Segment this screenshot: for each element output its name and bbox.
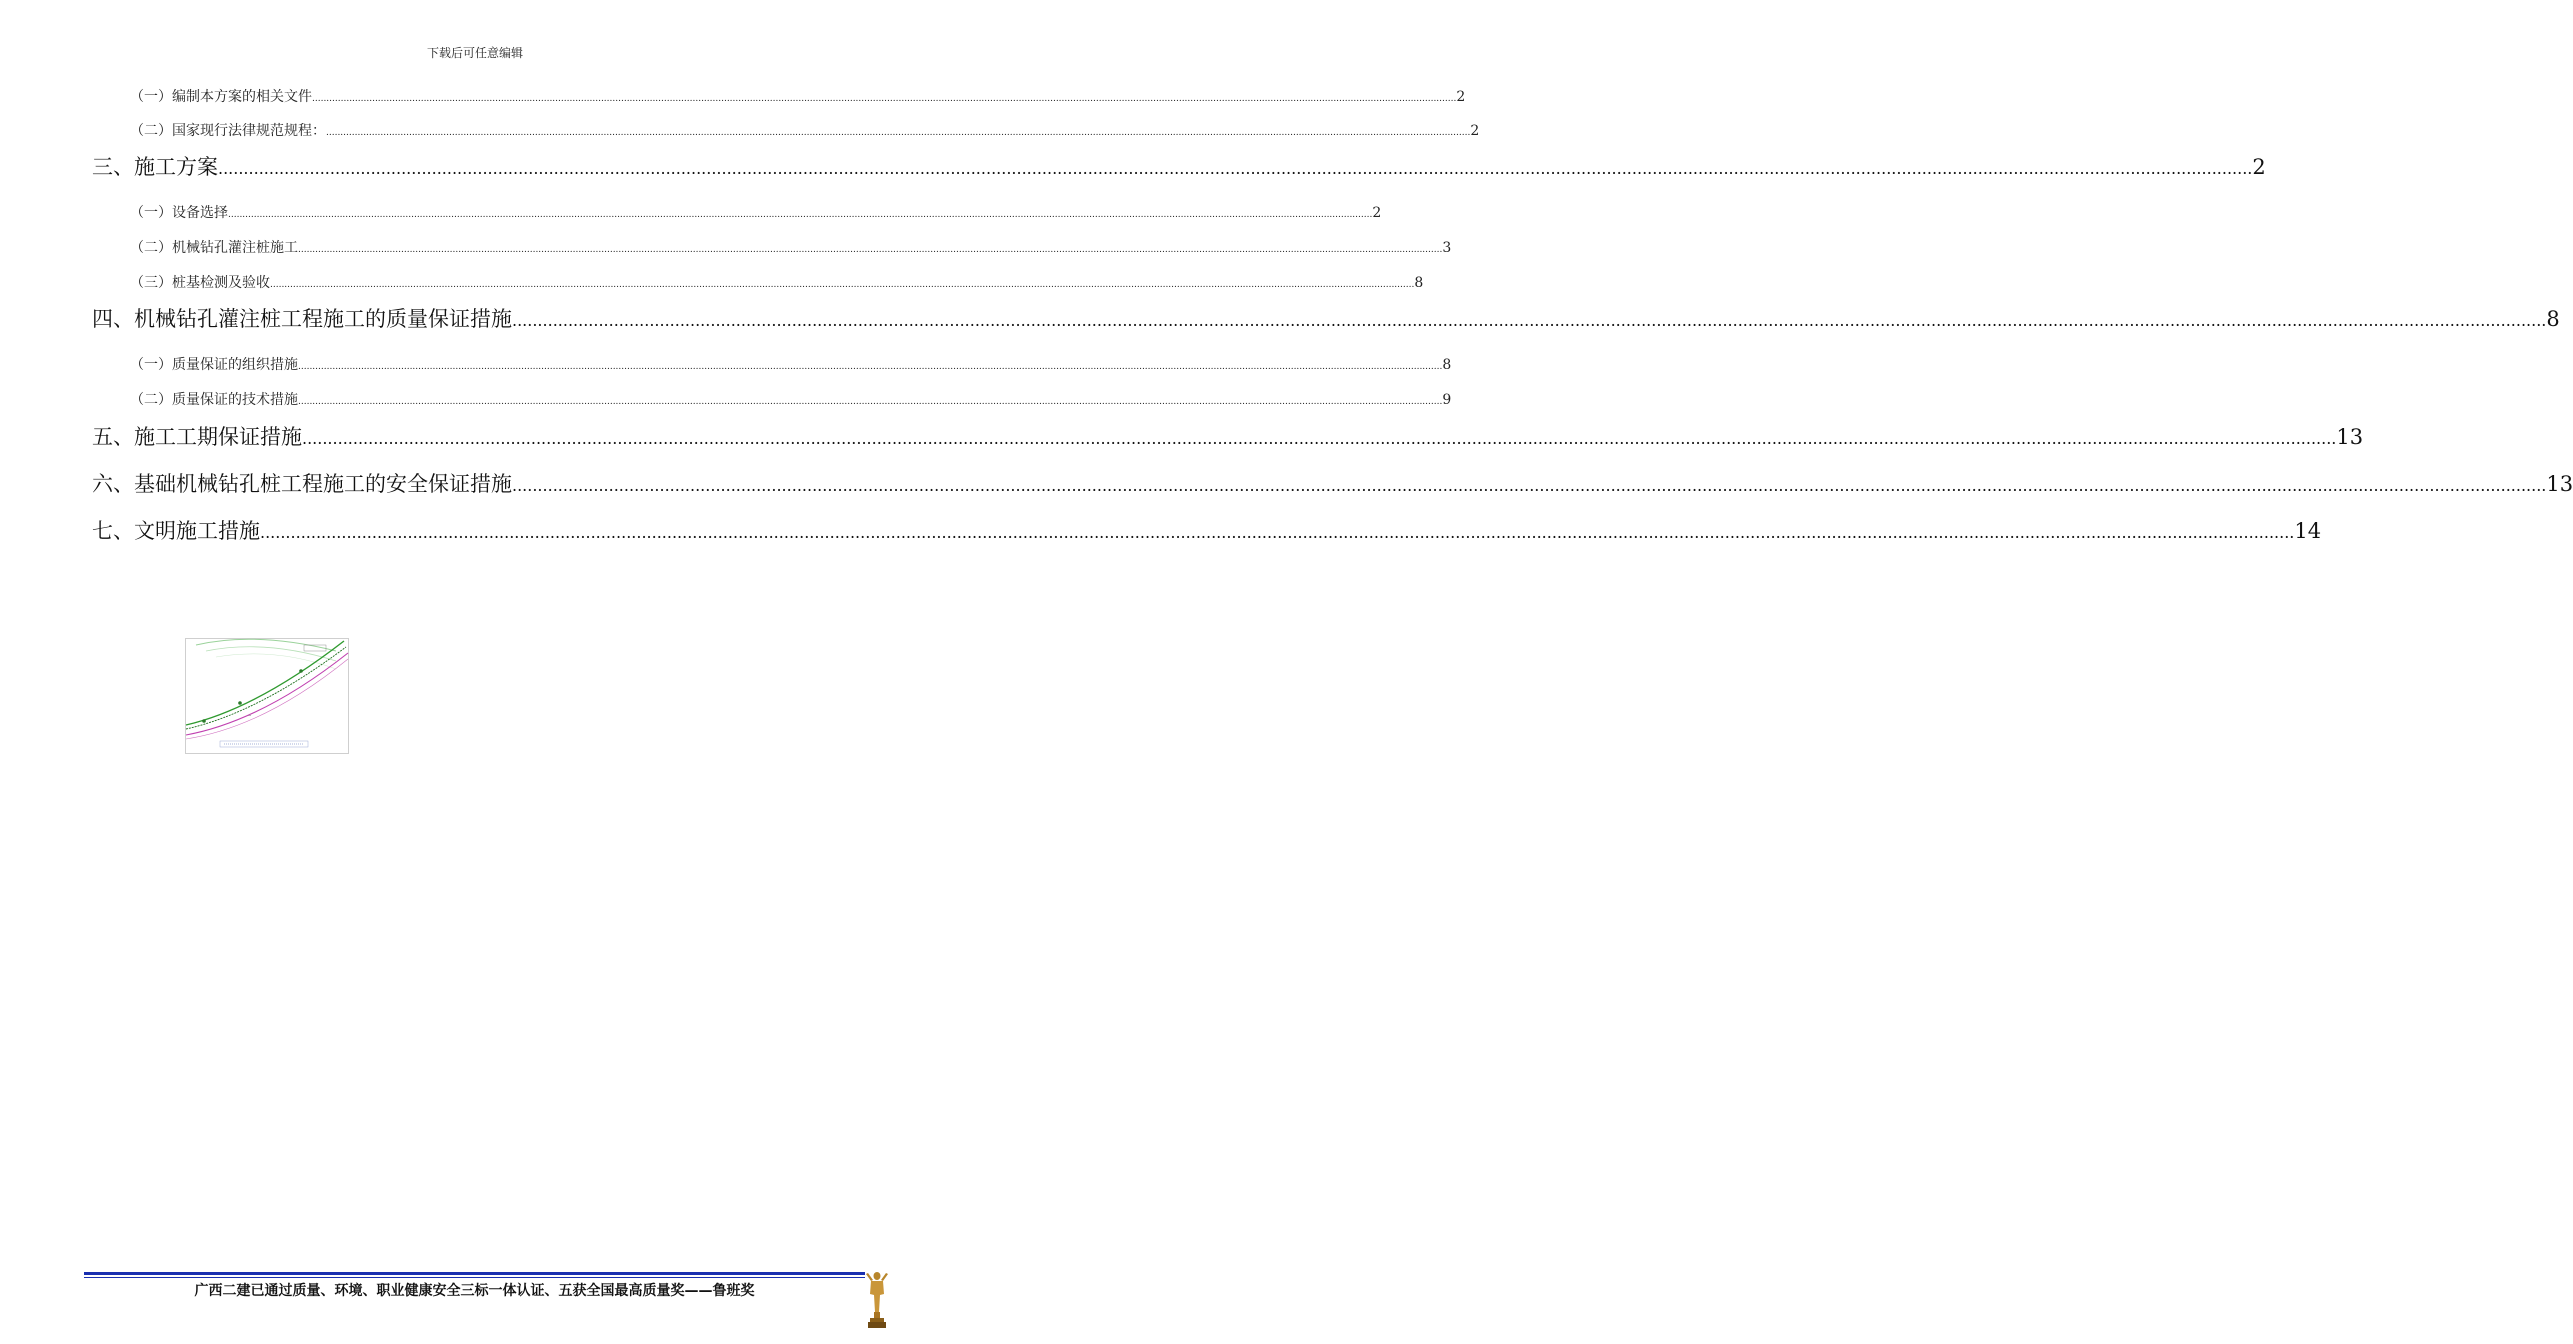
toc-entry-page: 2	[2252, 155, 2266, 179]
toc-leader-dots: ................................................................................................................................................................................................................................................................................................................................................................................................................	[512, 311, 2547, 330]
toc-entry[interactable]	[92, 421, 2364, 451]
toc-leader-dots: ................................................................................................................................................................................................................................................................................................................................................................................................................	[228, 210, 1373, 220]
toc-leader-dots: ................................................................................................................................................................................................................................................................................................................................................................................................................	[298, 397, 1443, 407]
toc-entry-label: （一）质量保证的组织措施	[130, 357, 298, 373]
toc-leader-dots: ................................................................................................................................................................................................................................................................................................................................................................................................................	[512, 476, 2547, 495]
toc-entry-label: （三）桩基检测及验收	[130, 275, 270, 291]
toc-entry-label: （二）质量保证的技术措施	[130, 392, 298, 408]
toc-entry-page: 2	[1372, 205, 1382, 221]
toc-entry-page: 14	[2294, 519, 2322, 543]
site-plan-thumbnail	[185, 638, 349, 754]
toc-entry-page: 9	[1442, 392, 1452, 408]
toc-entry-label: 六、基础机械钻孔桩工程施工的安全保证措施	[92, 472, 512, 496]
toc-entry-label: 五、施工工期保证措施	[92, 425, 302, 449]
toc-leader-dots: ................................................................................................................................................................................................................................................................................................................................................................................................................	[270, 280, 1415, 290]
toc-entry-page: 2	[1470, 123, 1480, 139]
toc-entry[interactable]	[92, 303, 2560, 333]
toc-entry-page: 13	[2336, 425, 2364, 449]
site-plan-drawing-icon	[186, 639, 348, 753]
toc-leader-dots: ................................................................................................................................................................................................................................................................................................................................................................................................................	[298, 362, 1443, 372]
toc-entry[interactable]	[130, 389, 1452, 409]
trophy-statue-icon	[862, 1268, 892, 1330]
toc-entry[interactable]	[92, 151, 2266, 181]
svg-text:~: ~	[248, 713, 252, 718]
footer-rule-thin	[84, 1277, 865, 1278]
toc-entry[interactable]	[130, 354, 1452, 374]
toc-entry[interactable]	[130, 237, 1452, 257]
toc-entry-page: 8	[1442, 357, 1452, 373]
toc-entry[interactable]	[92, 468, 2573, 498]
toc-entry-page: 3	[1442, 240, 1452, 256]
toc-entry-label: （一）编制本方案的相关文件	[130, 89, 312, 105]
toc-entry[interactable]	[130, 86, 1466, 106]
header-note: 下载后可任意编辑	[426, 46, 523, 60]
toc-entry-label: （一）设备选择	[130, 205, 228, 221]
toc-entry[interactable]	[92, 515, 2322, 545]
toc-entry-label: 七、文明施工措施	[92, 519, 260, 543]
toc-entry-page: 8	[2546, 307, 2560, 331]
toc-entry-label: （二）机械钻孔灌注桩施工	[130, 240, 298, 256]
toc-leader-dots: ................................................................................................................................................................................................................................................................................................................................................................................................................	[218, 159, 2253, 178]
toc-entry[interactable]	[130, 120, 1480, 140]
toc-leader-dots: ................................................................................................................................................................................................................................................................................................................................................................................................................	[298, 245, 1443, 255]
toc-entry-label: （二）国家现行法律规范规程：	[130, 123, 326, 139]
footer-rule	[84, 1272, 865, 1275]
toc-leader-dots: ................................................................................................................................................................................................................................................................................................................................................................................................................	[312, 94, 1457, 104]
toc-entry-label: 三、施工方案	[92, 155, 218, 179]
toc-entry[interactable]	[130, 202, 1382, 222]
toc-leader-dots: ................................................................................................................................................................................................................................................................................................................................................................................................................	[260, 523, 2295, 542]
toc-entry[interactable]	[130, 272, 1424, 292]
toc-entry-page: 8	[1414, 275, 1424, 291]
toc-leader-dots: ................................................................................................................................................................................................................................................................................................................................................................................................................	[326, 128, 1471, 138]
toc-entry-page: 2	[1456, 89, 1466, 105]
toc-entry-label: 四、机械钻孔灌注桩工程施工的质量保证措施	[92, 307, 512, 331]
toc-entry-page: 13	[2546, 472, 2573, 496]
footer-slogan: 广西二建已通过质量、环境、职业健康安全三标一体认证、五获全国最高质量奖——鲁班奖	[194, 1283, 755, 1299]
toc-leader-dots: ................................................................................................................................................................................................................................................................................................................................................................................................................	[302, 429, 2337, 448]
